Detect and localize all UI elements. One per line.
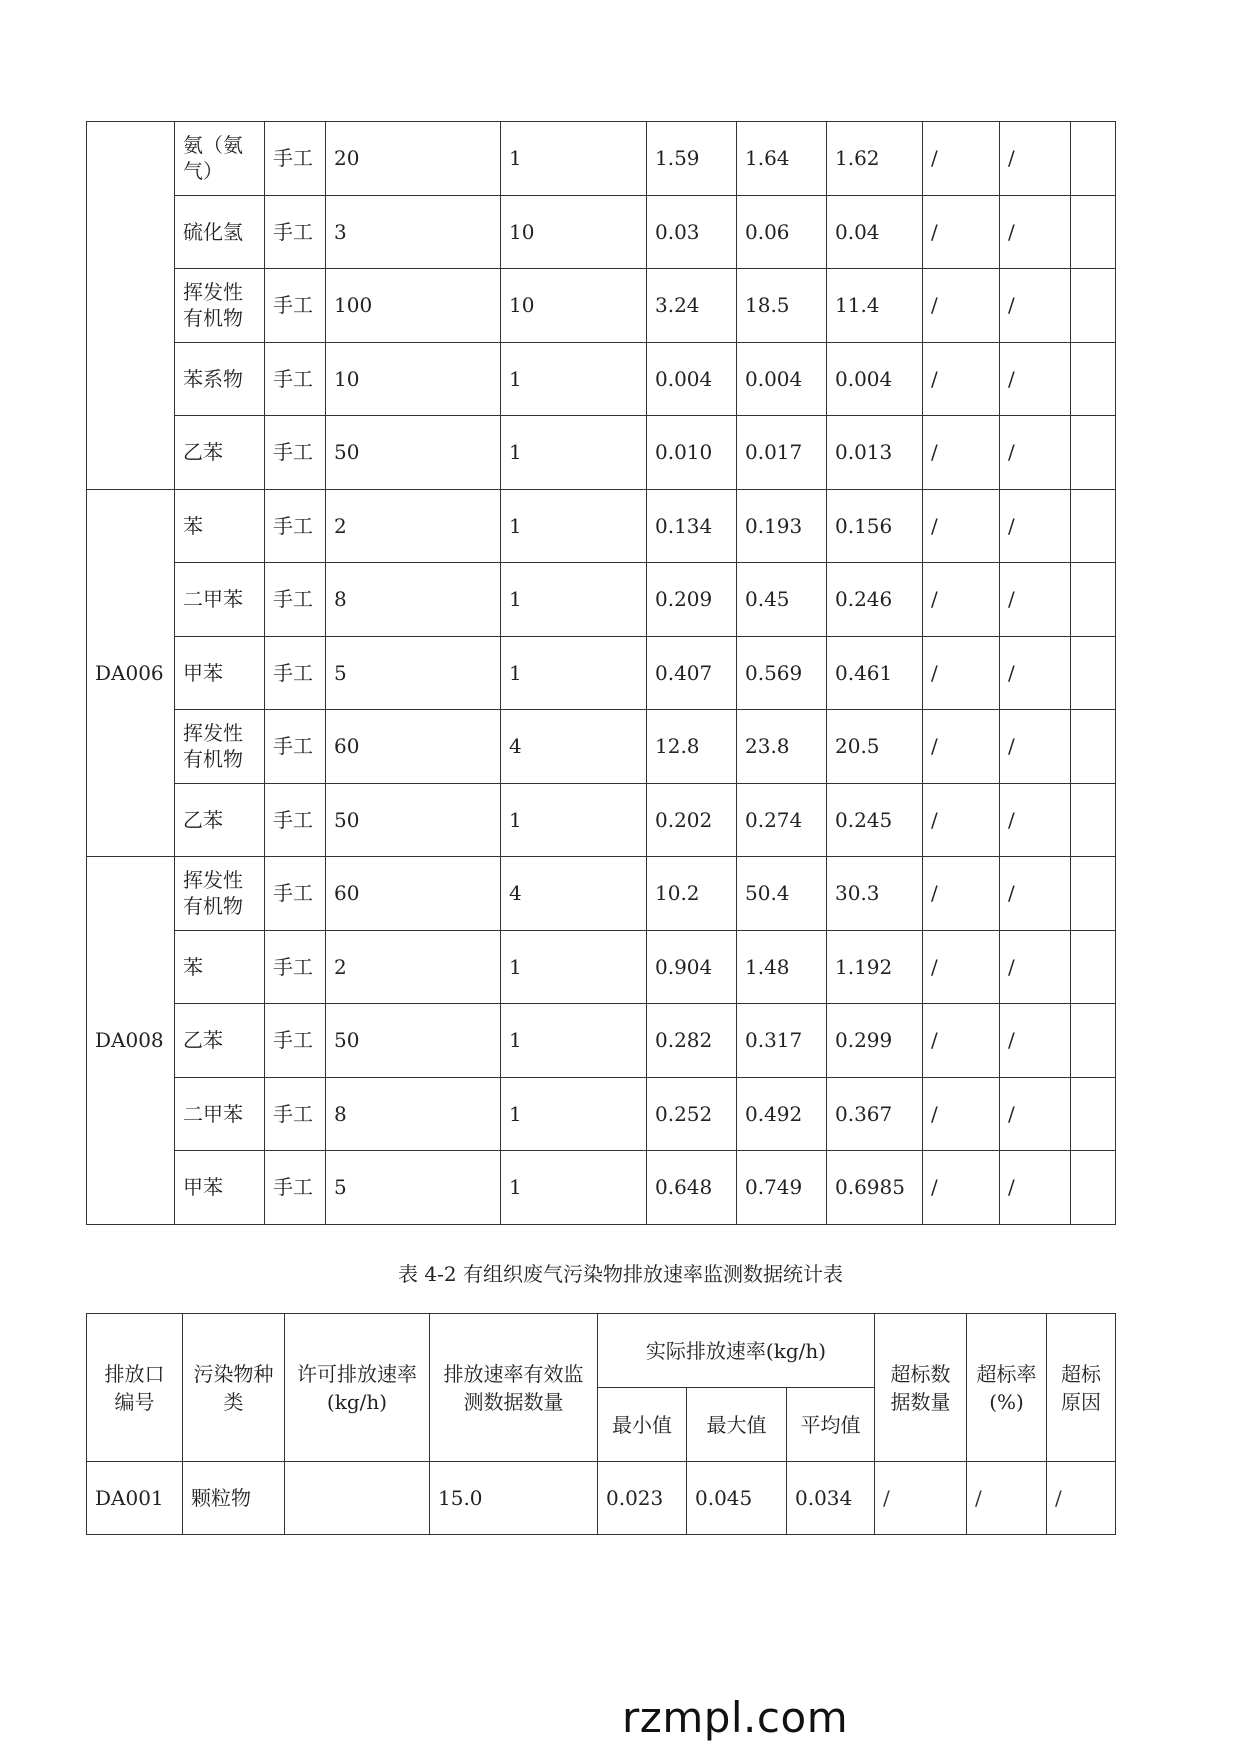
cell-limit: 3: [326, 195, 501, 269]
cell-count: 1: [501, 489, 647, 563]
cell-exceed-rate: /: [1000, 1004, 1071, 1078]
cell-exceed-count: /: [923, 489, 1000, 563]
cell-avg: 0.299: [827, 1004, 923, 1078]
cell-max: 23.8: [737, 710, 827, 784]
cell-max: 0.749: [737, 1151, 827, 1225]
cell-exceed-rate: /: [1000, 269, 1071, 343]
cell-min: 3.24: [647, 269, 737, 343]
cell-permit-rate: [285, 1462, 430, 1535]
cell-count: 1: [501, 416, 647, 490]
cell-pollutant: 乙苯: [175, 416, 265, 490]
cell-pollutant: 二甲苯: [175, 563, 265, 637]
table-row: [87, 195, 1116, 269]
cell-avg: 0.6985: [827, 1151, 923, 1225]
header-pollutant: 污染物种类: [183, 1314, 285, 1462]
cell-exceed-reason: [1071, 416, 1116, 490]
table-row: [87, 1004, 1116, 1078]
cell-exceed-count: /: [923, 1151, 1000, 1225]
cell-exceed-count: /: [923, 563, 1000, 637]
cell-count: 10: [501, 195, 647, 269]
cell-avg: 11.4: [827, 269, 923, 343]
cell-exceed-count: /: [923, 416, 1000, 490]
table-caption: 表 4-2 有组织废气污染物排放速率监测数据统计表: [398, 1262, 843, 1286]
cell-exceed-reason: [1071, 195, 1116, 269]
cell-outlet: DA006: [87, 489, 175, 857]
cell-min: 10.2: [647, 857, 737, 931]
cell-exceed-reason: [1071, 783, 1116, 857]
cell-limit: 50: [326, 1004, 501, 1078]
cell-pollutant: 苯系物: [175, 342, 265, 416]
cell-pollutant: 乙苯: [175, 783, 265, 857]
cell-method: 手工: [265, 783, 326, 857]
cell-count: 1: [501, 636, 647, 710]
cell-count: 1: [501, 930, 647, 1004]
table-row: [87, 1462, 1116, 1535]
table-row: [87, 122, 1116, 196]
cell-count: 1: [501, 1077, 647, 1151]
cell-method: 手工: [265, 1151, 326, 1225]
cell-avg: 1.192: [827, 930, 923, 1004]
cell-max: 0.492: [737, 1077, 827, 1151]
cell-max: 0.317: [737, 1004, 827, 1078]
cell-limit: 5: [326, 636, 501, 710]
cell-pollutant: 二甲苯: [175, 1077, 265, 1151]
cell-limit: 5: [326, 1151, 501, 1225]
cell-min: 0.209: [647, 563, 737, 637]
header-min: 最小值: [598, 1388, 687, 1462]
cell-method: 手工: [265, 342, 326, 416]
table-row: [87, 857, 1116, 931]
cell-exceed-reason: [1071, 122, 1116, 196]
cell-outlet: DA001: [87, 1462, 183, 1535]
cell-min: 0.03: [647, 195, 737, 269]
table-row: [87, 489, 1116, 563]
table-row: [87, 930, 1116, 1004]
cell-pollutant: 乙苯: [175, 1004, 265, 1078]
cell-exceed-reason: [1071, 563, 1116, 637]
cell-method: 手工: [265, 195, 326, 269]
header-exceed-rate: 超标率(%): [967, 1314, 1047, 1462]
cell-exceed-rate: /: [1000, 563, 1071, 637]
cell-limit: 50: [326, 783, 501, 857]
cell-min: 0.004: [647, 342, 737, 416]
cell-count: 1: [501, 1151, 647, 1225]
cell-exceed-reason: [1071, 930, 1116, 1004]
cell-avg: 0.004: [827, 342, 923, 416]
header-max: 最大值: [687, 1388, 787, 1462]
cell-avg: 0.04: [827, 195, 923, 269]
cell-exceed-reason: [1071, 710, 1116, 784]
cell-min: 12.8: [647, 710, 737, 784]
cell-limit: 8: [326, 563, 501, 637]
cell-max: 0.274: [737, 783, 827, 857]
cell-exceed-rate: /: [1000, 195, 1071, 269]
header-exceed-count: 超标数据数量: [875, 1314, 967, 1462]
cell-max: 0.569: [737, 636, 827, 710]
cell-exceed-count: /: [923, 857, 1000, 931]
cell-pollutant: 甲苯: [175, 636, 265, 710]
cell-exceed-rate: /: [967, 1462, 1047, 1535]
cell-max: 0.004: [737, 342, 827, 416]
cell-exceed-count: /: [923, 195, 1000, 269]
cell-exceed-rate: /: [1000, 930, 1071, 1004]
cell-method: 手工: [265, 710, 326, 784]
cell-exceed-reason: [1071, 489, 1116, 563]
cell-avg: 0.013: [827, 416, 923, 490]
cell-pollutant: 氨（氨气）: [175, 122, 265, 196]
cell-avg: 0.034: [787, 1462, 875, 1535]
cell-min: 0.407: [647, 636, 737, 710]
cell-exceed-rate: /: [1000, 342, 1071, 416]
cell-exceed-rate: /: [1000, 1151, 1071, 1225]
cell-count: 1: [501, 563, 647, 637]
cell-exceed-rate: /: [1000, 416, 1071, 490]
cell-count: 10: [501, 269, 647, 343]
cell-avg: 0.367: [827, 1077, 923, 1151]
cell-pollutant: 甲苯: [175, 1151, 265, 1225]
cell-avg: 30.3: [827, 857, 923, 931]
header-avg: 平均值: [787, 1388, 875, 1462]
cell-min: 0.282: [647, 1004, 737, 1078]
cell-count: 1: [501, 342, 647, 416]
cell-pollutant: 硫化氢: [175, 195, 265, 269]
table-row: [87, 269, 1116, 343]
cell-outlet: DA008: [87, 857, 175, 1225]
cell-min: 0.202: [647, 783, 737, 857]
cell-exceed-reason: [1071, 1004, 1116, 1078]
cell-max: 0.045: [687, 1462, 787, 1535]
cell-max: 0.45: [737, 563, 827, 637]
table-row: [87, 342, 1116, 416]
cell-min: 0.134: [647, 489, 737, 563]
header-actual-rate: 实际排放速率(kg/h): [598, 1314, 875, 1388]
cell-method: 手工: [265, 857, 326, 931]
cell-avg: 0.461: [827, 636, 923, 710]
cell-min: 0.023: [598, 1462, 687, 1535]
cell-avg: 20.5: [827, 710, 923, 784]
cell-max: 0.06: [737, 195, 827, 269]
cell-pollutant: 苯: [175, 489, 265, 563]
cell-exceed-rate: /: [1000, 710, 1071, 784]
cell-pollutant: 挥发性有机物: [175, 710, 265, 784]
cell-exceed-reason: [1071, 1151, 1116, 1225]
table-row: [87, 783, 1116, 857]
cell-count: 1: [501, 783, 647, 857]
cell-method: 手工: [265, 636, 326, 710]
table-row: [87, 563, 1116, 637]
cell-exceed-count: /: [923, 1004, 1000, 1078]
cell-max: 1.64: [737, 122, 827, 196]
cell-exceed-count: /: [923, 710, 1000, 784]
cell-exceed-count: /: [875, 1462, 967, 1535]
cell-min: 0.252: [647, 1077, 737, 1151]
cell-exceed-reason: [1071, 1077, 1116, 1151]
cell-method: 手工: [265, 563, 326, 637]
cell-exceed-reason: [1071, 857, 1116, 931]
cell-limit: 60: [326, 857, 501, 931]
table-row: [87, 1151, 1116, 1225]
cell-exceed-count: /: [923, 930, 1000, 1004]
cell-limit: 10: [326, 342, 501, 416]
cell-min: 0.648: [647, 1151, 737, 1225]
table-row: [87, 710, 1116, 784]
cell-limit: 60: [326, 710, 501, 784]
cell-exceed-rate: /: [1000, 783, 1071, 857]
cell-pollutant: 颗粒物: [183, 1462, 285, 1535]
cell-method: 手工: [265, 489, 326, 563]
cell-limit: 20: [326, 122, 501, 196]
emission-rate-table: [86, 1313, 1116, 1535]
cell-avg: 0.245: [827, 783, 923, 857]
cell-valid-count: 15.0: [430, 1462, 598, 1535]
table-row: [87, 416, 1116, 490]
cell-limit: 50: [326, 416, 501, 490]
cell-min: 0.904: [647, 930, 737, 1004]
header-outlet: 排放口编号: [87, 1314, 183, 1462]
cell-avg: 1.62: [827, 122, 923, 196]
cell-exceed-count: /: [923, 342, 1000, 416]
cell-outlet: [87, 122, 175, 490]
table-body: [87, 122, 1116, 1225]
header-valid-count: 排放速率有效监测数据数量: [430, 1314, 598, 1462]
cell-exceed-rate: /: [1000, 489, 1071, 563]
cell-exceed-rate: /: [1000, 122, 1071, 196]
cell-pollutant: 苯: [175, 930, 265, 1004]
cell-method: 手工: [265, 1004, 326, 1078]
cell-min: 1.59: [647, 122, 737, 196]
cell-count: 1: [501, 1004, 647, 1078]
cell-exceed-count: /: [923, 122, 1000, 196]
cell-exceed-count: /: [923, 783, 1000, 857]
cell-max: 50.4: [737, 857, 827, 931]
cell-exceed-count: /: [923, 1077, 1000, 1151]
cell-exceed-reason: [1071, 269, 1116, 343]
cell-exceed-rate: /: [1000, 636, 1071, 710]
cell-max: 0.017: [737, 416, 827, 490]
cell-max: 0.193: [737, 489, 827, 563]
header-permit-rate: 许可排放速率(kg/h): [285, 1314, 430, 1462]
cell-limit: 2: [326, 489, 501, 563]
cell-count: 1: [501, 122, 647, 196]
cell-method: 手工: [265, 122, 326, 196]
cell-avg: 0.156: [827, 489, 923, 563]
cell-method: 手工: [265, 269, 326, 343]
cell-exceed-reason: [1071, 636, 1116, 710]
cell-limit: 100: [326, 269, 501, 343]
cell-count: 4: [501, 857, 647, 931]
cell-max: 1.48: [737, 930, 827, 1004]
cell-avg: 0.246: [827, 563, 923, 637]
cell-exceed-rate: /: [1000, 857, 1071, 931]
header-exceed-reason: 超标原因: [1047, 1314, 1116, 1462]
watermark: rzmpl.com: [622, 1693, 849, 1742]
cell-method: 手工: [265, 1077, 326, 1151]
cell-method: 手工: [265, 416, 326, 490]
cell-exceed-reason: /: [1047, 1462, 1116, 1535]
table-row: [87, 636, 1116, 710]
cell-pollutant: 挥发性有机物: [175, 857, 265, 931]
cell-max: 18.5: [737, 269, 827, 343]
table-row: [87, 1077, 1116, 1151]
cell-count: 4: [501, 710, 647, 784]
cell-exceed-count: /: [923, 636, 1000, 710]
cell-exceed-count: /: [923, 269, 1000, 343]
cell-limit: 8: [326, 1077, 501, 1151]
pollutant-concentration-table: [86, 121, 1116, 1225]
cell-pollutant: 挥发性有机物: [175, 269, 265, 343]
cell-exceed-rate: /: [1000, 1077, 1071, 1151]
cell-method: 手工: [265, 930, 326, 1004]
cell-exceed-reason: [1071, 342, 1116, 416]
cell-limit: 2: [326, 930, 501, 1004]
cell-min: 0.010: [647, 416, 737, 490]
